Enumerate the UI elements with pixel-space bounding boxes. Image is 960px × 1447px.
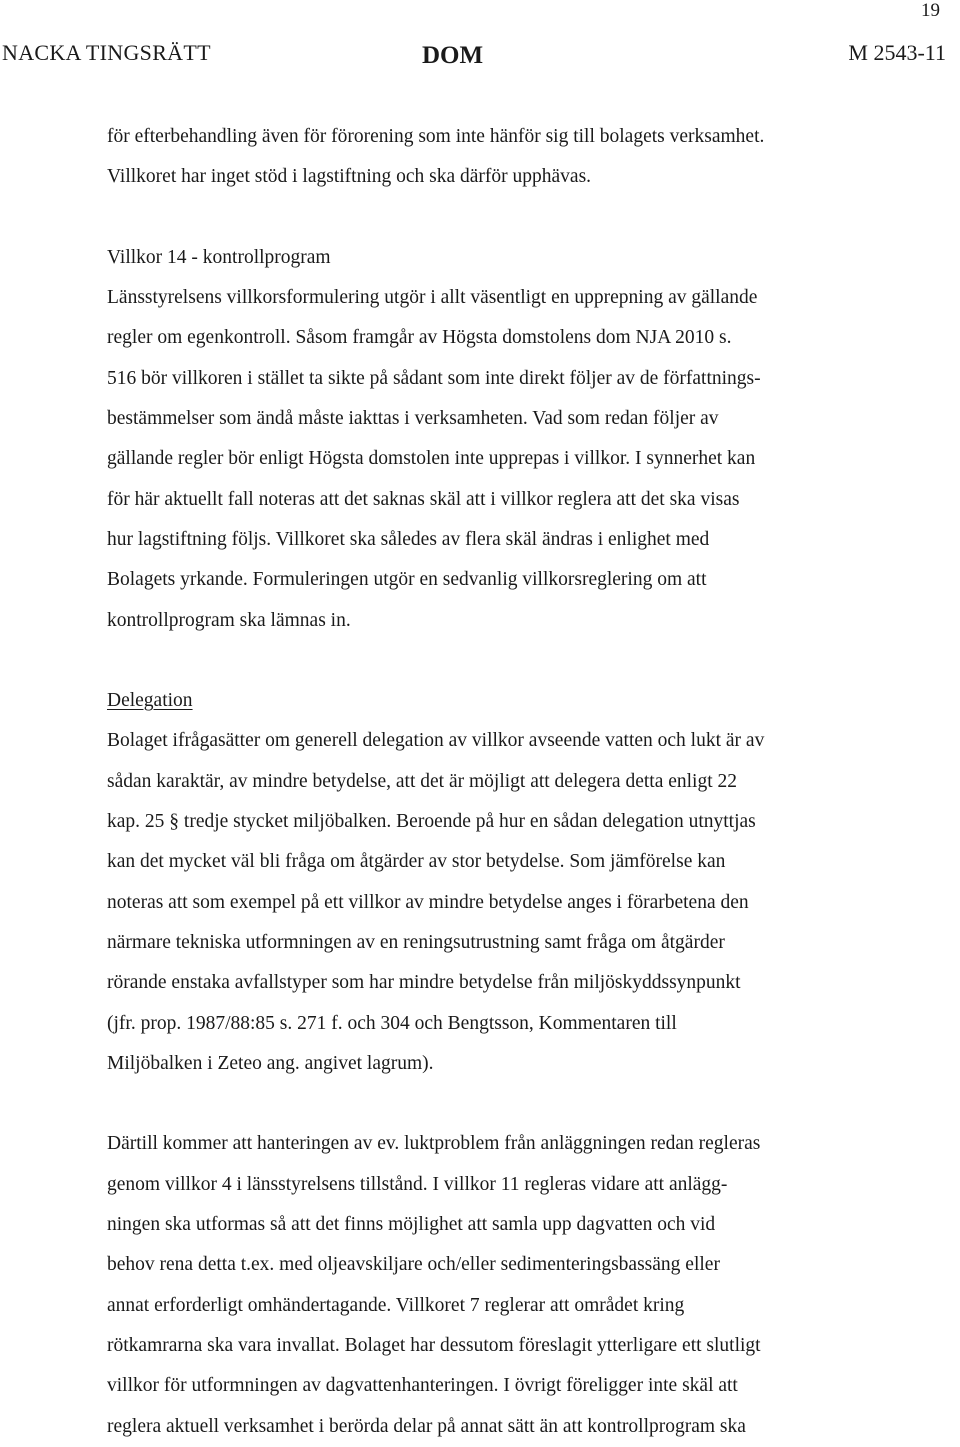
section-heading-villkor14: Villkor 14 - kontrollprogram xyxy=(107,246,331,268)
case-number: M 2543-11 xyxy=(848,40,946,65)
document-header xyxy=(0,40,960,74)
delegation-paragraph: Bolaget ifrågasätter om generell delegation av villkor avseende vatten och lukt är av sådan karaktär, av mindre betydelse, att det är möjligt att delegera detta enligt 22 kap. 25 § tredje stycket miljöbalken. Beroende på hur en sådan delegation utnyttjas kan det mycket väl bli fråga om åtgärder av stor betydelse. Som jämförelse kan noteras att som exempel på ett villkor av mindre betydelse anges i förarbetena den närmare tekniska utformningen av en reningsutrustning samt fråga om åtgärder rörande enstaka avfallstyper som har mindre betydelse från miljöskyddssynpunkt (jfr. prop. 1987/88:85 s. 271 f. och 304 och Bengtsson, Kommentaren till Miljöbalken i Zeteo ang. angivet lagrum). xyxy=(107,730,765,1074)
document-body xyxy=(107,117,907,1447)
paragraph-spacer xyxy=(107,198,907,238)
section-heading-delegation: Delegation xyxy=(107,690,193,712)
paragraph-spacer xyxy=(107,1084,907,1124)
villkor14-paragraph: Länsstyrelsens villkorsformulering utgör i allt väsentligt en upprepning av gällande regler om egenkontroll. Såsom framgår av Högsta domstolens dom NJA 2010 s. 516 bör villkoren i stället ta sikte på sådant som inte direkt följer av de författnings- bestämmelser som ändå måste iakttas i verksamheten. Vad som redan följer av gällande regler bör enligt Högsta domstolen inte upprepas i villkor. I synnerhet kan för här aktuellt fall noteras att det saknas skäl att i villkor reglera att det ska visas hur lagstiftning följs. Villkoret ska således av flera skäl ändras i enlighet med Bolagets yrkande. Formuleringen utgör en sedvanlig villkorsreglering om att kontrollprogram ska lämnas in. xyxy=(107,287,761,631)
final-paragraph: Därtill kommer att hanteringen av ev. luktproblem från anläggningen redan regleras genom villkor 4 i länsstyrelsens tillstånd. I villkor 11 regleras vidare att anlägg- ningen ska utformas så att det finns möjlighet att samla upp dagvatten och vid behov rena detta t.ex. med oljeavskiljare och/eller sedimenteringsbassäng eller annat erforderligt omhändertagande. Villkoret 7 reglerar att området kring rötkamrarna ska vara invallat. Bolaget har dessutom föreslagit ytterligare ett slutligt villkor för utformningen av dagvattenhanteringen. I övrigt föreligger inte skäl att reglera aktuell verksamhet i berörda delar på annat sätt än att kontrollprogram ska xyxy=(107,1133,761,1437)
court-name: NACKA TINGSRÄTT xyxy=(2,40,211,65)
page-number: 19 xyxy=(921,0,940,21)
paragraph-spacer xyxy=(107,641,907,681)
document-type: DOM xyxy=(422,42,484,69)
intro-paragraph: för efterbehandling även för förorening som inte hänför sig till bolagets verksamhet. Villkoret har inget stöd i lagstiftning och ska därför upphävas. xyxy=(107,126,765,188)
